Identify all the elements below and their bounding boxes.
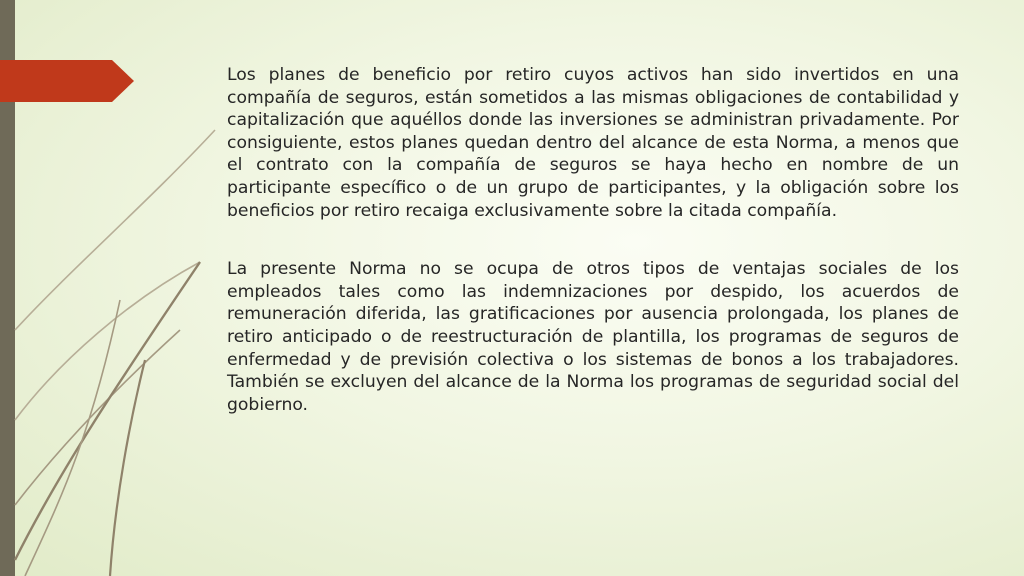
paragraph-1: Los planes de beneficio por retiro cuyos activos han sido invertidos en una compañía de seguros, están sometidos a las mismas obligaciones de contabilidad y capitalización que aquéllos donde las inversiones se administran privadamente. Por consiguiente, estos planes quedan dentro del alcance de esta Norma, a menos que el contrato con la compañía de seguros se haya hecho en nombre de un participante específico o de un grupo de participantes, y la obligación sobre los beneficios por retiro recaiga exclusivamente sobre la citada compañía. bbox=[227, 65, 959, 221]
curve-line-4 bbox=[15, 262, 200, 560]
curve-line-5 bbox=[25, 300, 120, 576]
curve-line-2 bbox=[15, 262, 200, 420]
paragraph-2: La presente Norma no se ocupa de otros tipos de ventajas sociales de los empleados tales como las indemnizaciones por despido, los acuerdos de remuneración diferida, las gratificaciones por ausencia prolongada, los planes de retiro anticipado o de reestructuración de plantilla, los programas de seguros de enfermedad y de previsión colectiva o los sistemas de bonos a los trabajadores. También se excluyen del alcance de la Norma los programas de seguridad social del gobierno. bbox=[227, 259, 959, 415]
slide-content bbox=[227, 64, 959, 416]
curve-line-1 bbox=[15, 130, 215, 330]
accent-arrow bbox=[0, 60, 134, 102]
